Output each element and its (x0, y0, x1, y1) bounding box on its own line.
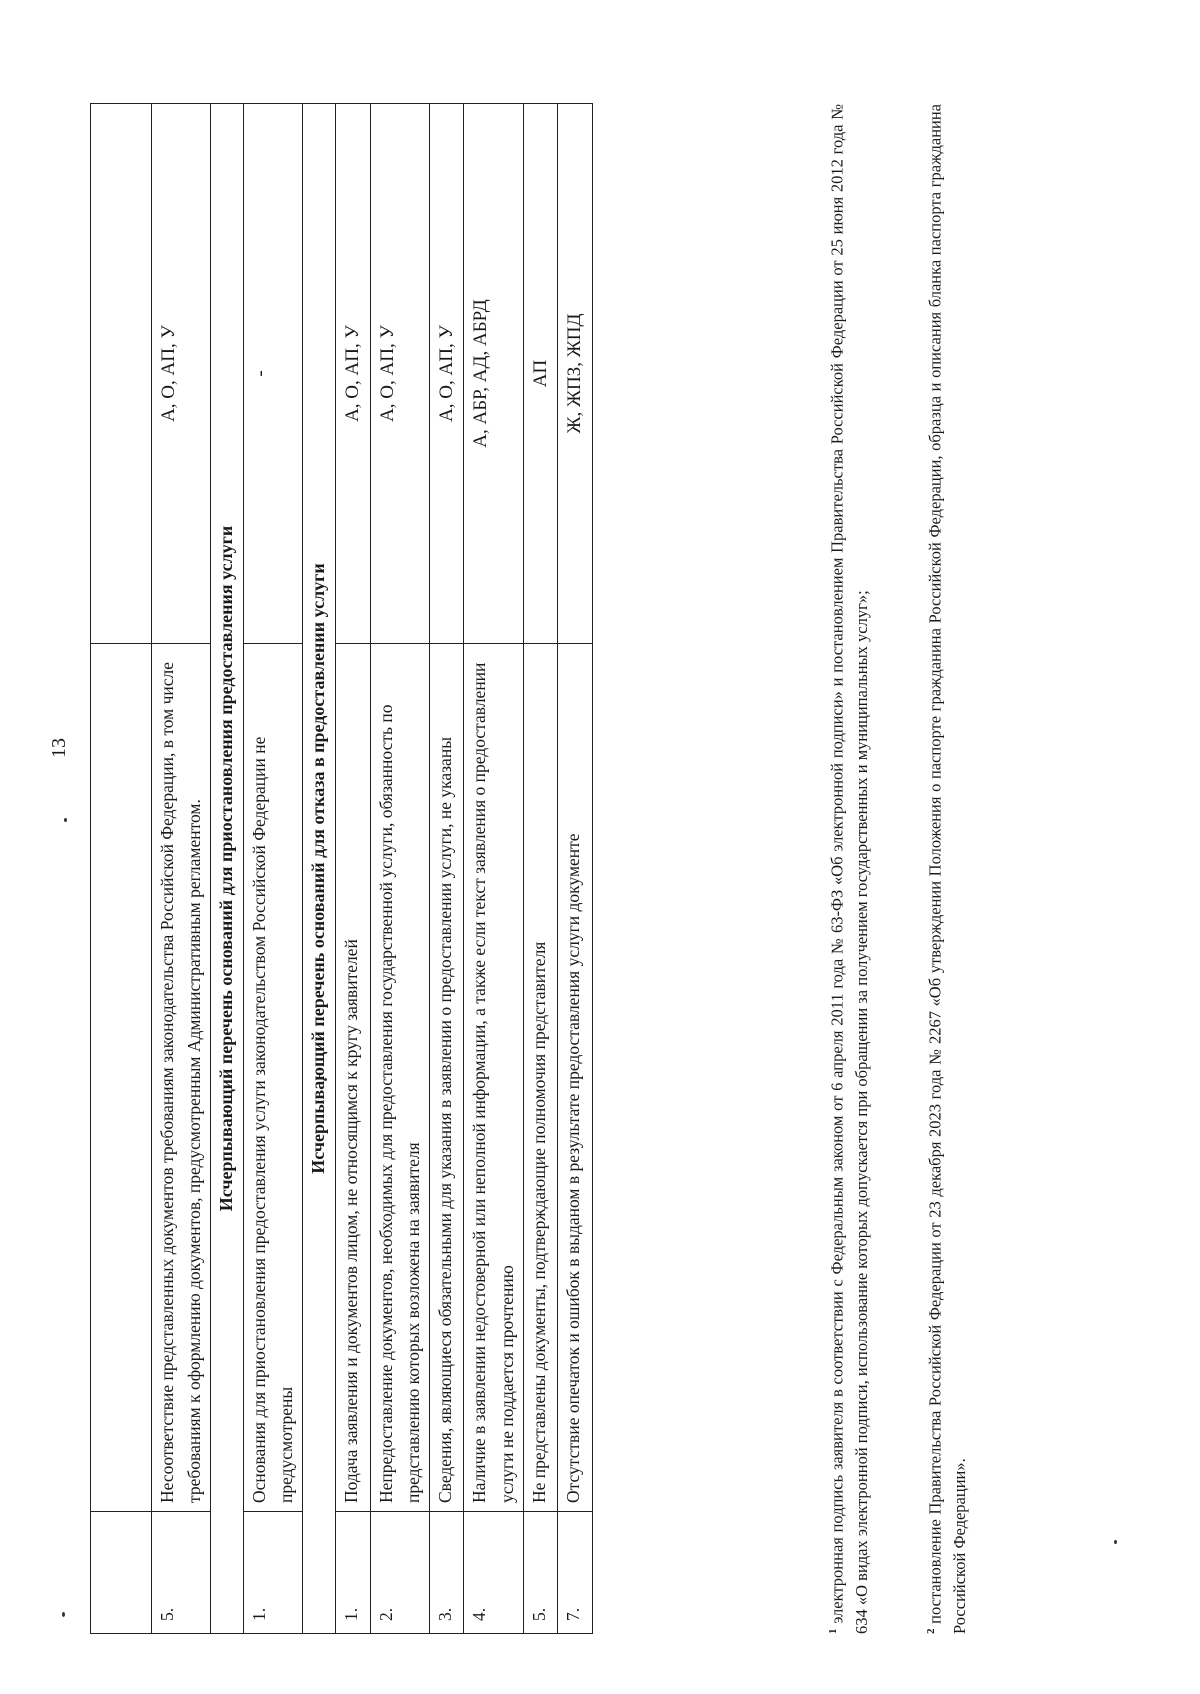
rotated-page-content (60, 76, 1180, 1694)
row-applicant-codes: АП (523, 104, 557, 644)
row-number: 3. (429, 1512, 463, 1634)
table-row (244, 104, 303, 1634)
section-heading-row (303, 104, 336, 1634)
footnote-1 (825, 104, 875, 1634)
table-row (152, 104, 211, 1634)
row-applicant-codes: А, АБР, АД, АБРД (464, 104, 523, 644)
row-ground-text: Подача заявления и документов лицом, не относящимся к кругу заявителей (336, 644, 370, 1512)
row-ground-text: Основания для приостановления предоставления услуги законодательством Российской Федерации не предусмотрены (244, 644, 303, 1512)
table-header-row (91, 104, 152, 1634)
table-row (370, 104, 429, 1634)
footnotes (825, 104, 973, 1634)
footnote-2 (923, 104, 973, 1634)
row-applicant-codes: А, О, АП, У (370, 104, 429, 644)
row-number: 2. (370, 1512, 429, 1634)
header-cell (91, 644, 152, 1512)
row-applicant-codes: А, О, АП, У (152, 104, 211, 644)
footnote-mark: 2 (925, 1628, 937, 1634)
table-row (523, 104, 557, 1634)
row-number: 5. (152, 1512, 211, 1634)
page-number: 13 (48, 738, 70, 758)
row-ground-text: Непредоставление документов, необходимых для предоставления государственной услуги, обязанность по представлению которых возложена на заявителя (370, 644, 429, 1512)
row-applicant-codes: Ж, ЖПЗ, ЖПД (558, 104, 592, 644)
table-row (558, 104, 592, 1634)
section-heading: Исчерпывающий перечень оснований для отказа в предоставлении услуги (303, 104, 336, 1634)
footnote-text: электронная подпись заявителя в соответствии с Федеральным законом от 6 апреля 2011 года № 63-ФЗ «Об электронной подписи» и постановлением Правительства Российской Федерации от 25 июня 2012 года № 634 «О видах электронной подписи, использование которых допускается при обращении за получением государственных и муниципальных услуг»; (827, 104, 872, 1634)
row-number: 4. (464, 1512, 523, 1634)
footnote-text: постановление Правительства Российской Федерации от 23 декабря 2023 года № 2267 «Об утверждении Положения о паспорте гражданина Российской Федерации, образца и описания бланка паспорта гражданина Российской Федерации». (925, 103, 970, 1634)
row-applicant-codes: А, О, АП, У (336, 104, 370, 644)
row-ground-text: Сведения, являющиеся обязательными для указания в заявлении о предоставлении услуги, не указаны (429, 644, 463, 1512)
row-applicant-codes: - (244, 104, 303, 644)
header-cell (91, 1512, 152, 1634)
row-number: 1. (336, 1512, 370, 1634)
row-ground-text: Отсутствие опечаток и ошибок в выданом в результате предоставления услуги документе (558, 644, 592, 1512)
table-row (336, 104, 370, 1634)
row-applicant-codes: А, О, АП, У (429, 104, 463, 644)
row-number: 5. (523, 1512, 557, 1634)
section-heading: Исчерпывающий перечень оснований для приостановления предоставления услуги (211, 104, 244, 1634)
grounds-table (90, 103, 593, 1634)
header-cell (91, 104, 152, 644)
table-body (91, 104, 593, 1634)
row-ground-text: Не представлены документы, подтверждающие полномочия представителя (523, 644, 557, 1512)
row-number: 7. (558, 1512, 592, 1634)
row-ground-text: Наличие в заявлении недостоверной или неполной информации, а также если текст заявления о предоставлении услуги не поддается прочтению (464, 644, 523, 1512)
table-row (429, 104, 463, 1634)
table-row (464, 104, 523, 1634)
row-number: 1. (244, 1512, 303, 1634)
footnote-mark: 1 (827, 1628, 839, 1634)
section-heading-row (211, 104, 244, 1634)
row-ground-text: Несоответствие представленных документов требованиям законодательства Российской Федерации, в том числе требованиям к оформлению документов, предусмотренным Административным регламентом. (152, 644, 211, 1512)
